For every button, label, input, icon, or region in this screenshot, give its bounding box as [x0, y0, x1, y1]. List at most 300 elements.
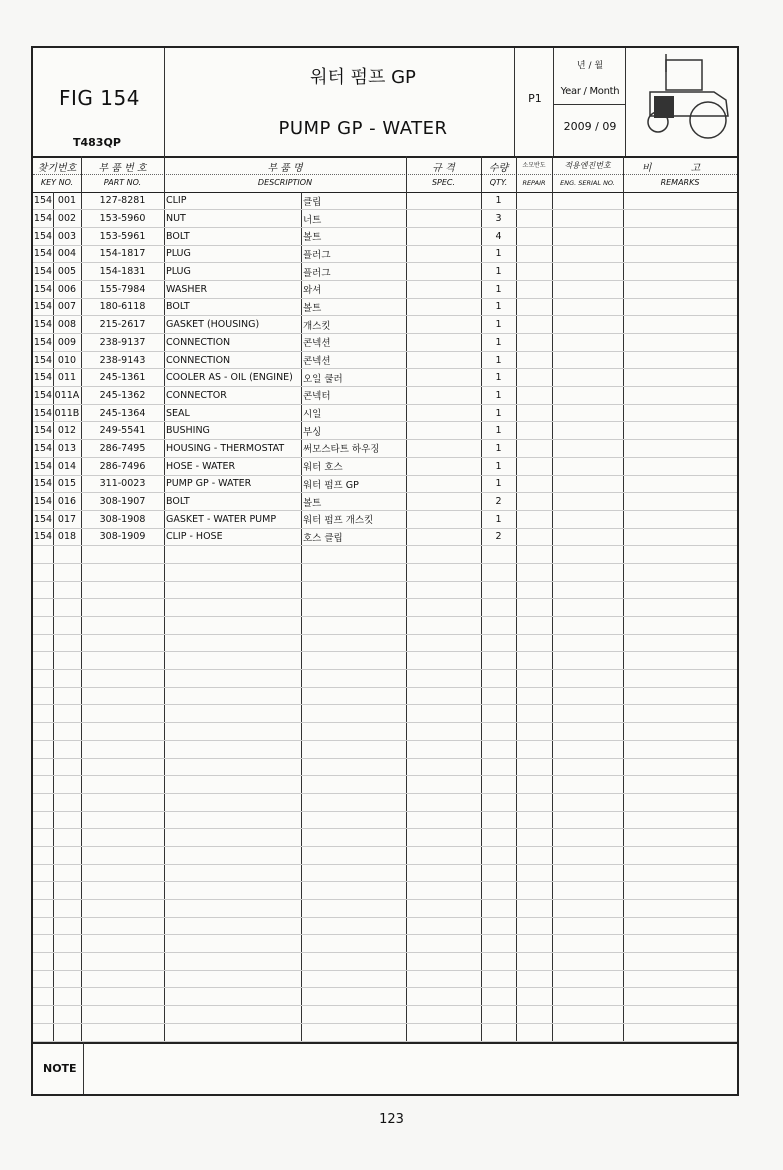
row-key-number: [53, 758, 81, 776]
row-quantity: 1: [481, 510, 516, 528]
row-repair: [516, 422, 552, 440]
row-description: [164, 563, 301, 581]
row-fig-number: [33, 776, 53, 794]
row-quantity: [481, 634, 516, 652]
row-description: WASHER: [164, 280, 301, 298]
row-spec: [406, 334, 481, 352]
empty-row: [33, 1006, 737, 1024]
row-description: PLUG: [164, 263, 301, 281]
col-repair-en: REPAIR: [522, 179, 546, 187]
row-spec: [406, 935, 481, 953]
row-fig-number: 154: [33, 192, 53, 210]
row-remarks: [623, 280, 737, 298]
row-part-number: [81, 1006, 164, 1024]
empty-row: [33, 917, 737, 935]
row-description: [164, 988, 301, 1006]
table-row: [33, 422, 737, 440]
row-quantity: [481, 846, 516, 864]
row-key-number: [53, 546, 81, 564]
row-description-ko: [301, 793, 406, 811]
row-repair: [516, 351, 552, 369]
col-repair-ko: 소모반도: [522, 162, 546, 169]
row-repair: [516, 811, 552, 829]
row-quantity: 1: [481, 351, 516, 369]
row-description-ko: [301, 846, 406, 864]
row-quantity: [481, 900, 516, 918]
row-quantity: [481, 776, 516, 794]
row-key-number: [53, 846, 81, 864]
row-quantity: [481, 917, 516, 935]
col-remarks-ko: 비 고: [641, 163, 719, 174]
row-key-number: [53, 617, 81, 635]
row-remarks: [623, 811, 737, 829]
row-fig-number: 154: [33, 298, 53, 316]
row-repair: [516, 864, 552, 882]
row-fig-number: 154: [33, 263, 53, 281]
table-row: [33, 192, 737, 210]
row-description: [164, 846, 301, 864]
row-spec: [406, 793, 481, 811]
row-quantity: 1: [481, 369, 516, 387]
row-fig-number: [33, 670, 53, 688]
row-key-number: [53, 900, 81, 918]
table-row: [33, 457, 737, 475]
row-description: [164, 634, 301, 652]
row-key-number: 008: [53, 316, 81, 334]
row-remarks: [623, 387, 737, 405]
row-part-number: [81, 652, 164, 670]
row-quantity: 1: [481, 457, 516, 475]
row-eng-serial: [552, 758, 623, 776]
empty-row: [33, 1023, 737, 1041]
row-description: PLUG: [164, 245, 301, 263]
row-repair: [516, 263, 552, 281]
row-fig-number: [33, 846, 53, 864]
row-remarks: [623, 440, 737, 458]
row-spec: [406, 740, 481, 758]
row-fig-number: 154: [33, 457, 53, 475]
row-quantity: [481, 988, 516, 1006]
row-quantity: [481, 705, 516, 723]
row-eng-serial: [552, 705, 623, 723]
row-spec: [406, 280, 481, 298]
row-repair: [516, 581, 552, 599]
row-quantity: [481, 1006, 516, 1024]
row-fig-number: [33, 917, 53, 935]
empty-row: [33, 563, 737, 581]
row-spec: [406, 475, 481, 493]
row-description: CONNECTION: [164, 334, 301, 352]
row-fig-number: [33, 811, 53, 829]
row-repair: [516, 546, 552, 564]
row-key-number: [53, 1023, 81, 1041]
empty-row: [33, 846, 737, 864]
row-eng-serial: [552, 723, 623, 741]
row-part-number: 308-1907: [81, 493, 164, 511]
row-remarks: [623, 617, 737, 635]
row-fig-number: [33, 935, 53, 953]
row-remarks: [623, 723, 737, 741]
row-part-number: [81, 864, 164, 882]
row-spec: [406, 970, 481, 988]
row-key-number: 013: [53, 440, 81, 458]
row-remarks: [623, 953, 737, 971]
row-quantity: 1: [481, 245, 516, 263]
row-part-number: 154-1817: [81, 245, 164, 263]
row-repair: [516, 369, 552, 387]
col-spec-ko: 규 격: [432, 163, 455, 174]
empty-row: [33, 953, 737, 971]
row-key-number: 009: [53, 334, 81, 352]
row-description-ko: [301, 970, 406, 988]
row-repair: [516, 1023, 552, 1041]
row-fig-number: [33, 1023, 53, 1041]
row-remarks: [623, 245, 737, 263]
row-eng-serial: [552, 740, 623, 758]
row-description-ko: [301, 988, 406, 1006]
row-fig-number: 154: [33, 440, 53, 458]
row-description-ko: [301, 723, 406, 741]
row-eng-serial: [552, 599, 623, 617]
row-key-number: 007: [53, 298, 81, 316]
row-key-number: 006: [53, 280, 81, 298]
row-description: [164, 599, 301, 617]
row-description: [164, 617, 301, 635]
row-repair: [516, 776, 552, 794]
row-eng-serial: [552, 634, 623, 652]
row-description: [164, 1006, 301, 1024]
row-eng-serial: [552, 280, 623, 298]
row-remarks: [623, 192, 737, 210]
row-description: BOLT: [164, 227, 301, 245]
row-eng-serial: [552, 493, 623, 511]
row-remarks: [623, 210, 737, 228]
row-quantity: 1: [481, 280, 516, 298]
row-quantity: [481, 740, 516, 758]
row-quantity: [481, 758, 516, 776]
row-repair: [516, 705, 552, 723]
row-eng-serial: [552, 298, 623, 316]
row-quantity: [481, 864, 516, 882]
row-description: CONNECTION: [164, 351, 301, 369]
row-remarks: [623, 652, 737, 670]
row-remarks: [623, 546, 737, 564]
row-repair: [516, 210, 552, 228]
row-description-ko: 오일 쿨러: [301, 369, 406, 387]
row-eng-serial: [552, 652, 623, 670]
row-remarks: [623, 900, 737, 918]
row-part-number: [81, 740, 164, 758]
row-repair: [516, 280, 552, 298]
row-repair: [516, 758, 552, 776]
row-description-ko: [301, 634, 406, 652]
row-description: [164, 740, 301, 758]
empty-row: [33, 546, 737, 564]
row-spec: [406, 917, 481, 935]
row-key-number: [53, 882, 81, 900]
row-eng-serial: [552, 988, 623, 1006]
table-row: [33, 298, 737, 316]
row-repair: [516, 740, 552, 758]
row-part-number: 238-9137: [81, 334, 164, 352]
row-remarks: [623, 581, 737, 599]
row-description: GASKET - WATER PUMP: [164, 510, 301, 528]
row-eng-serial: [552, 351, 623, 369]
row-quantity: 1: [481, 422, 516, 440]
row-description: BOLT: [164, 298, 301, 316]
col-eng-ko: 적용엔진번호: [564, 161, 611, 170]
empty-row: [33, 970, 737, 988]
col-part-en: PART NO.: [103, 178, 142, 187]
row-fig-number: 154: [33, 510, 53, 528]
row-description-ko: 콘넥션: [301, 334, 406, 352]
row-description-ko: [301, 687, 406, 705]
row-repair: [516, 953, 552, 971]
row-description-ko: [301, 864, 406, 882]
col-spec-en: SPEC.: [431, 178, 456, 187]
row-remarks: [623, 298, 737, 316]
row-remarks: [623, 599, 737, 617]
row-description-ko: [301, 776, 406, 794]
row-part-number: 180-6118: [81, 298, 164, 316]
row-description-ko: [301, 1023, 406, 1041]
row-quantity: [481, 581, 516, 599]
row-remarks: [623, 705, 737, 723]
row-key-number: [53, 687, 81, 705]
table-row: [33, 440, 737, 458]
row-quantity: 1: [481, 475, 516, 493]
row-part-number: [81, 988, 164, 1006]
row-key-number: [53, 599, 81, 617]
row-key-number: [53, 652, 81, 670]
row-repair: [516, 846, 552, 864]
row-part-number: 286-7495: [81, 440, 164, 458]
row-repair: [516, 227, 552, 245]
row-part-number: [81, 970, 164, 988]
row-repair: [516, 510, 552, 528]
col-desc-ko: 부 품 명: [267, 163, 303, 174]
empty-row: [33, 581, 737, 599]
row-quantity: [481, 670, 516, 688]
row-repair: [516, 563, 552, 581]
row-key-number: [53, 740, 81, 758]
year-month-label-en: Year / Month: [560, 86, 620, 97]
row-description-ko: 부싱: [301, 422, 406, 440]
row-remarks: [623, 864, 737, 882]
row-description: SEAL: [164, 404, 301, 422]
row-part-number: 245-1362: [81, 387, 164, 405]
row-spec: [406, 687, 481, 705]
row-part-number: [81, 829, 164, 847]
row-part-number: [81, 846, 164, 864]
row-quantity: 2: [481, 528, 516, 546]
row-description: [164, 581, 301, 599]
row-key-number: [53, 864, 81, 882]
row-key-number: 010: [53, 351, 81, 369]
row-spec: [406, 546, 481, 564]
row-description-ko: 콘넥션: [301, 351, 406, 369]
row-spec: [406, 723, 481, 741]
row-description-ko: [301, 705, 406, 723]
row-part-number: [81, 900, 164, 918]
row-spec: [406, 864, 481, 882]
empty-row: [33, 705, 737, 723]
row-fig-number: [33, 793, 53, 811]
row-spec: [406, 493, 481, 511]
row-key-number: 014: [53, 457, 81, 475]
row-spec: [406, 422, 481, 440]
row-part-number: [81, 634, 164, 652]
row-remarks: [623, 882, 737, 900]
row-spec: [406, 440, 481, 458]
row-part-number: 308-1908: [81, 510, 164, 528]
row-spec: [406, 528, 481, 546]
row-fig-number: [33, 900, 53, 918]
page-number: 123: [379, 1112, 404, 1127]
parts-table: [33, 192, 737, 1042]
empty-row: [33, 882, 737, 900]
row-eng-serial: [552, 581, 623, 599]
row-description: [164, 900, 301, 918]
row-remarks: [623, 829, 737, 847]
row-eng-serial: [552, 864, 623, 882]
row-remarks: [623, 334, 737, 352]
row-part-number: 127-8281: [81, 192, 164, 210]
row-spec: [406, 953, 481, 971]
row-remarks: [623, 316, 737, 334]
row-quantity: 1: [481, 298, 516, 316]
table-row: [33, 263, 737, 281]
row-description: [164, 882, 301, 900]
row-part-number: [81, 563, 164, 581]
row-repair: [516, 387, 552, 405]
row-key-number: [53, 776, 81, 794]
row-repair: [516, 617, 552, 635]
row-fig-number: [33, 705, 53, 723]
row-quantity: 1: [481, 404, 516, 422]
row-part-number: [81, 546, 164, 564]
row-description-ko: 워터 펌프 개스킷: [301, 510, 406, 528]
row-repair: [516, 475, 552, 493]
row-part-number: [81, 581, 164, 599]
row-description: [164, 652, 301, 670]
table-row: [33, 245, 737, 263]
row-fig-number: 154: [33, 528, 53, 546]
row-spec: [406, 988, 481, 1006]
row-repair: [516, 723, 552, 741]
row-fig-number: [33, 723, 53, 741]
row-spec: [406, 652, 481, 670]
row-remarks: [623, 422, 737, 440]
empty-row: [33, 723, 737, 741]
row-description-ko: 플러그: [301, 263, 406, 281]
row-eng-serial: [552, 687, 623, 705]
row-spec: [406, 758, 481, 776]
row-repair: [516, 670, 552, 688]
row-eng-serial: [552, 263, 623, 281]
row-remarks: [623, 404, 737, 422]
row-remarks: [623, 988, 737, 1006]
row-key-number: 004: [53, 245, 81, 263]
row-repair: [516, 599, 552, 617]
row-repair: [516, 440, 552, 458]
empty-row: [33, 634, 737, 652]
row-part-number: 153-5960: [81, 210, 164, 228]
row-description-ko: 볼트: [301, 493, 406, 511]
row-fig-number: [33, 599, 53, 617]
table-row: [33, 351, 737, 369]
row-key-number: [53, 581, 81, 599]
row-key-number: [53, 917, 81, 935]
row-description: BOLT: [164, 493, 301, 511]
empty-row: [33, 740, 737, 758]
row-quantity: [481, 563, 516, 581]
col-key-en: KEY NO.: [40, 178, 74, 187]
row-remarks: [623, 687, 737, 705]
row-description: [164, 953, 301, 971]
row-spec: [406, 634, 481, 652]
row-repair: [516, 528, 552, 546]
row-spec: [406, 227, 481, 245]
row-quantity: [481, 723, 516, 741]
row-eng-serial: [552, 546, 623, 564]
row-description-ko: [301, 740, 406, 758]
row-repair: [516, 316, 552, 334]
row-repair: [516, 935, 552, 953]
row-eng-serial: [552, 422, 623, 440]
row-eng-serial: [552, 563, 623, 581]
row-eng-serial: [552, 1023, 623, 1041]
row-remarks: [623, 758, 737, 776]
row-key-number: [53, 793, 81, 811]
row-part-number: 154-1831: [81, 263, 164, 281]
row-description: [164, 935, 301, 953]
row-quantity: [481, 617, 516, 635]
tractor-icon: [636, 52, 736, 152]
table-row: [33, 387, 737, 405]
row-eng-serial: [552, 917, 623, 935]
row-remarks: [623, 776, 737, 794]
row-description-ko: 시일: [301, 404, 406, 422]
row-description-ko: 볼트: [301, 227, 406, 245]
row-description: CLIP: [164, 192, 301, 210]
row-key-number: 001: [53, 192, 81, 210]
row-spec: [406, 846, 481, 864]
row-eng-serial: [552, 369, 623, 387]
row-part-number: [81, 776, 164, 794]
row-spec: [406, 457, 481, 475]
row-description: [164, 776, 301, 794]
row-key-number: [53, 829, 81, 847]
figure-number: FIG 154: [59, 86, 140, 110]
row-description: [164, 917, 301, 935]
table-row: [33, 210, 737, 228]
row-description-ko: 콘넥터: [301, 387, 406, 405]
row-description-ko: [301, 1006, 406, 1024]
row-part-number: 245-1361: [81, 369, 164, 387]
row-description: [164, 758, 301, 776]
row-eng-serial: [552, 776, 623, 794]
row-remarks: [623, 563, 737, 581]
row-key-number: 017: [53, 510, 81, 528]
row-eng-serial: [552, 900, 623, 918]
col-qty-ko: 수량: [488, 163, 509, 174]
row-eng-serial: [552, 935, 623, 953]
row-key-number: 018: [53, 528, 81, 546]
row-fig-number: 154: [33, 280, 53, 298]
row-fig-number: 154: [33, 351, 53, 369]
row-quantity: 1: [481, 192, 516, 210]
